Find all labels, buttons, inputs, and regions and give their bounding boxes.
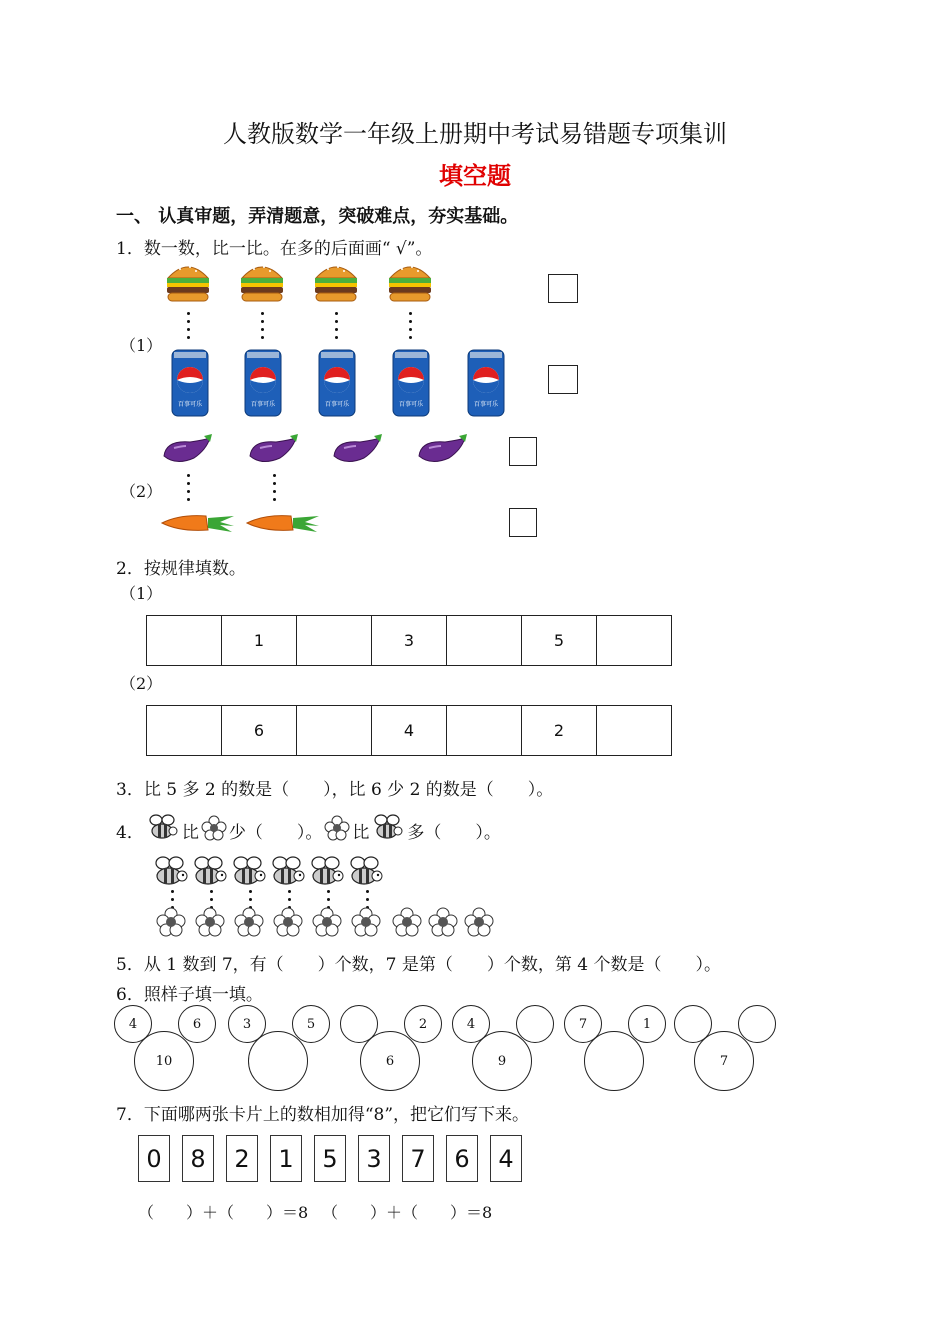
q4-text-4: 多（ ）。 [407, 823, 501, 843]
q4-text-2: 少（ ）。 [228, 823, 323, 843]
number-card[interactable]: 4 [490, 1135, 522, 1182]
svg-text:百事可乐: 百事可乐 [324, 401, 350, 408]
bee-icon [347, 855, 385, 893]
svg-text:百事可乐: 百事可乐 [250, 401, 276, 408]
bond-right-circle: 2 [404, 1005, 442, 1043]
flower-icon [312, 907, 342, 941]
cola-can-icon [317, 348, 357, 422]
number-card[interactable]: 1 [270, 1135, 302, 1182]
bond-left-circle: 7 [564, 1005, 602, 1043]
question-1-text: 1．数一数，比一比。在多的后面画“ √”。 [116, 239, 433, 259]
burger-icon [386, 260, 434, 308]
eggplant-icon [415, 432, 471, 470]
page-title: 人教版数学一年级上册期中考试易错题专项集训 [223, 120, 727, 148]
dotted-line [187, 474, 191, 506]
dotted-line [261, 312, 265, 344]
cola-can-icon [243, 348, 283, 422]
svg-text:百事可乐: 百事可乐 [177, 401, 203, 408]
flower-icon [351, 907, 381, 941]
sequence-cell: 6 [222, 706, 297, 756]
bond-total-circle: 10 [134, 1031, 194, 1091]
bee-icon [152, 855, 190, 893]
flower-icon [324, 815, 350, 846]
eggplant-icon [160, 432, 216, 470]
cola-can-icon [170, 348, 210, 422]
number-card[interactable]: 6 [446, 1135, 478, 1182]
number-bond-group [228, 1005, 332, 1095]
q4-text-3: 比 [352, 823, 370, 843]
flower-icon [392, 907, 422, 941]
bee-icon [191, 855, 229, 893]
bond-total-circle: 9 [472, 1031, 532, 1091]
bond-total-circle[interactable] [248, 1031, 308, 1091]
flower-icon [156, 907, 186, 941]
blank-cell[interactable] [597, 616, 672, 666]
bond-left-circle: 4 [114, 1005, 152, 1043]
q7-equation-1: （ ）＋（ ）＝8 [138, 1203, 309, 1222]
bond-total-circle[interactable] [584, 1031, 644, 1091]
question-2-text: 2．按规律填数。 [116, 559, 246, 579]
bond-left-circle: 3 [228, 1005, 266, 1043]
sequence-cell: 4 [372, 706, 447, 756]
number-bond-group [340, 1005, 444, 1095]
flower-icon [234, 907, 264, 941]
bond-right-circle: 5 [292, 1005, 330, 1043]
answer-box-eggplants[interactable] [509, 437, 537, 466]
q1-part1-label: （1） [120, 336, 163, 355]
bee-icon [230, 855, 268, 893]
sequence-cell: 2 [522, 706, 597, 756]
flower-icon [195, 907, 225, 941]
bee-icon [308, 855, 346, 893]
blank-cell[interactable] [297, 616, 372, 666]
burger-icon [164, 260, 212, 308]
bond-total-circle: 7 [694, 1031, 754, 1091]
sequence-cell: 5 [522, 616, 597, 666]
number-cards [138, 1135, 522, 1182]
q1-part2-label: （2） [120, 482, 163, 501]
q2-part1-label: （1） [120, 584, 163, 603]
flower-icon [428, 907, 458, 941]
carrot-icon [160, 510, 236, 540]
bond-right-circle[interactable] [738, 1005, 776, 1043]
number-card[interactable]: 3 [358, 1135, 390, 1182]
sequence-cell: 3 [372, 616, 447, 666]
question-3-text: 3．比 5 多 2 的数是（ ），比 6 少 2 的数是（ ）。 [116, 780, 554, 800]
number-card[interactable]: 2 [226, 1135, 258, 1182]
burger-icon [238, 260, 286, 308]
bee-icon [371, 813, 405, 848]
question-6-text: 6．照样子填一填。 [116, 985, 263, 1005]
sequence-table-2 [146, 705, 672, 756]
blank-cell[interactable] [447, 616, 522, 666]
bee-icon [146, 813, 180, 848]
flower-icon [464, 907, 494, 941]
number-card[interactable]: 5 [314, 1135, 346, 1182]
burger-icon [312, 260, 360, 308]
number-bond-group [114, 1005, 218, 1095]
bond-right-circle: 6 [178, 1005, 216, 1043]
number-card[interactable]: 7 [402, 1135, 434, 1182]
dotted-line [273, 474, 277, 506]
dotted-line [187, 312, 191, 344]
blank-cell[interactable] [447, 706, 522, 756]
cola-can-icon [466, 348, 506, 422]
bond-total-circle: 6 [360, 1031, 420, 1091]
bond-right-circle[interactable] [516, 1005, 554, 1043]
sequence-table-1 [146, 615, 672, 666]
carrot-icon [245, 510, 321, 540]
answer-box-burgers[interactable] [548, 274, 578, 303]
question-7-text: 7．下面哪两张卡片上的数相加得“8”，把它们写下来。 [116, 1105, 530, 1125]
q7-equation-2: （ ）＋（ ）＝8 [322, 1203, 493, 1222]
svg-text:百事可乐: 百事可乐 [398, 401, 424, 408]
answer-box-carrots[interactable] [509, 508, 537, 537]
flower-icon [201, 815, 227, 846]
dotted-line [335, 312, 339, 344]
number-bond-group [452, 1005, 556, 1095]
eggplant-icon [246, 432, 302, 470]
sequence-cell: 1 [222, 616, 297, 666]
number-card[interactable]: 0 [138, 1135, 170, 1182]
bee-icon [269, 855, 307, 893]
cola-can-icon [391, 348, 431, 422]
number-bond-group [564, 1005, 668, 1095]
bond-right-circle: 1 [628, 1005, 666, 1043]
bond-left-circle: 4 [452, 1005, 490, 1043]
number-bond-group [674, 1005, 778, 1095]
q4-text-1: 比 [181, 823, 199, 843]
page-subtitle: 填空题 [439, 162, 511, 190]
dotted-line [409, 312, 413, 344]
question-5-text: 5．从 1 数到 7，有（ ）个数，7 是第（ ）个数，第 4 个数是（ ）。 [116, 955, 722, 975]
blank-cell[interactable] [297, 706, 372, 756]
section-heading: 一、 认真审题，弄清题意，突破难点，夯实基础。 [116, 206, 519, 227]
q2-part2-label: （2） [120, 674, 163, 693]
q4-number: 4． [116, 823, 144, 843]
svg-text:百事可乐: 百事可乐 [473, 401, 499, 408]
eggplant-icon [330, 432, 386, 470]
number-card[interactable]: 8 [182, 1135, 214, 1182]
question-4-line [116, 813, 501, 848]
flower-icon [273, 907, 303, 941]
blank-cell[interactable] [597, 706, 672, 756]
blank-cell[interactable] [147, 616, 222, 666]
answer-box-cans[interactable] [548, 365, 578, 394]
blank-cell[interactable] [147, 706, 222, 756]
